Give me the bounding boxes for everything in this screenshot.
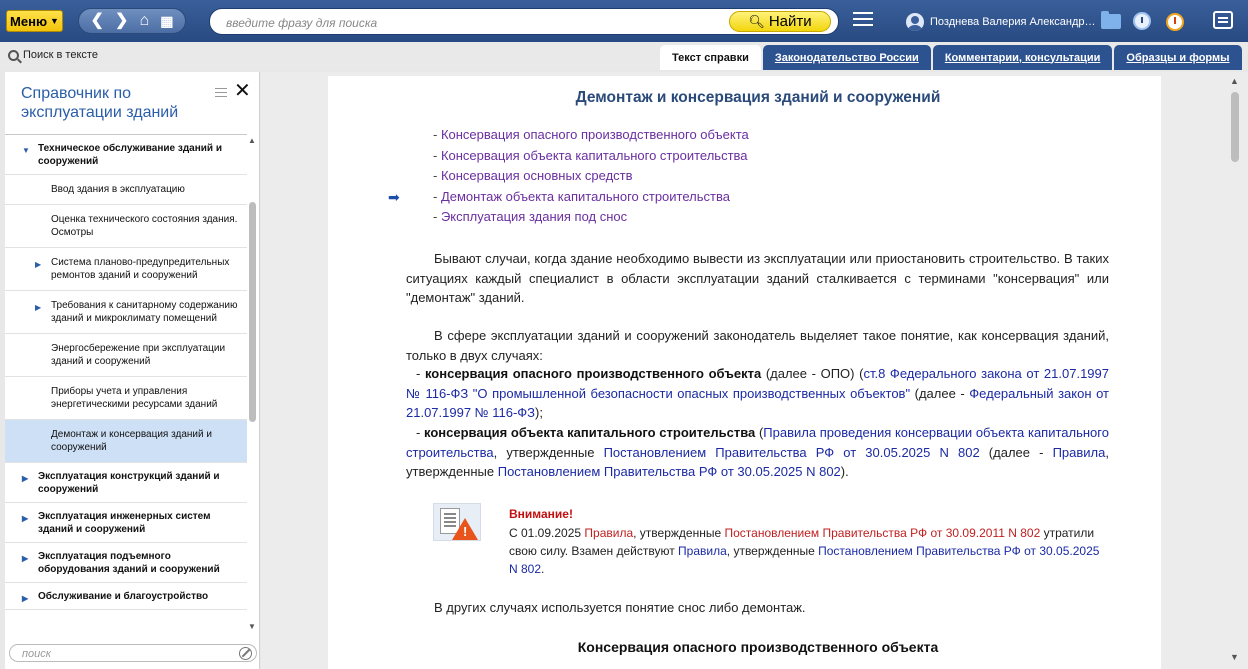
hamburger-menu-icon[interactable]	[853, 12, 873, 28]
user-name: Позднева Валерия Александр…	[930, 16, 1096, 28]
toc-item	[433, 166, 933, 187]
paragraph: В других случаях используется понятие снос либо демонтаж.	[434, 600, 806, 615]
table-of-contents	[433, 125, 933, 228]
paragraph: Бывают случаи, когда здание необходимо вывести из эксплуатации или приостановить строительство. В таких ситуациях каждый специалист в области эксплуатации зданий сталкивается с терминами "консервация" или "демонтаж" зданий.	[406, 251, 1109, 305]
law-link[interactable]: Правила проведения консервации объекта капитального строительства	[406, 425, 1109, 460]
document-title: Демонтаж и консервация зданий и сооружений	[575, 89, 941, 106]
tab-samples[interactable]: Образцы и формы	[1114, 45, 1241, 70]
user-account[interactable]	[906, 12, 1096, 32]
tree-item[interactable]	[5, 248, 247, 291]
law-link[interactable]: Постановлением Правительства РФ от 30.05.2025 N 802	[603, 444, 980, 460]
toc-dash: -	[433, 127, 441, 142]
scroll-down-icon[interactable]: ▼	[1230, 652, 1239, 662]
tree-item-label: Приборы учета и управления энергетическими ресурсами зданий	[51, 386, 218, 410]
tab-legislation[interactable]: Законодательство России	[763, 45, 931, 70]
caret-right-icon[interactable]: ▶	[35, 303, 42, 312]
tree-item[interactable]	[5, 334, 247, 377]
sidebar-title: Справочник по эксплуатации зданий	[21, 85, 179, 121]
tree-item[interactable]	[5, 503, 247, 543]
toc-item	[433, 125, 933, 146]
toc-dash: -	[433, 168, 441, 183]
text: -	[416, 366, 425, 381]
home-icon[interactable]: ⌂	[139, 12, 150, 29]
tree-item-label: Ввод здания в эксплуатацию	[51, 184, 185, 195]
text: , утвержденные	[493, 444, 604, 460]
chevron-down-icon: ▼	[50, 16, 59, 26]
tree-item[interactable]	[5, 377, 247, 420]
caret-right-icon[interactable]: ▶	[22, 514, 29, 523]
find-button[interactable]	[729, 11, 831, 32]
tree-item-label: Система планово-предупредительных ремонтов зданий и сооружений	[51, 257, 230, 281]
text: С 01.09.2025	[509, 526, 585, 540]
text: (далее - ОПО) (	[761, 366, 864, 381]
toc-item	[433, 207, 933, 228]
find-button-label: Найти	[768, 13, 812, 30]
tree-item[interactable]	[5, 135, 247, 175]
tree-item[interactable]	[5, 583, 247, 610]
text: );	[535, 405, 543, 420]
sidebar-tree	[5, 134, 247, 634]
sidebar-search-input[interactable]	[22, 647, 222, 660]
stopwatch-icon[interactable]	[1166, 13, 1184, 31]
navigation-group	[78, 8, 186, 34]
law-link[interactable]: Постановлением Правительства РФ от 30.05.2025 N 802	[509, 544, 1100, 576]
document-area	[261, 72, 1248, 669]
chat-icon[interactable]	[1213, 11, 1233, 29]
toc-dash: -	[433, 209, 441, 224]
scroll-down-icon[interactable]: ▼	[248, 622, 256, 631]
back-icon[interactable]: ❮	[90, 12, 104, 29]
text: -	[416, 425, 425, 440]
scroll-up-icon[interactable]: ▲	[1230, 76, 1239, 86]
toc-item	[433, 187, 933, 208]
text: (далее -	[979, 444, 1053, 460]
warning-text	[509, 524, 1109, 578]
warning-document-icon: !	[433, 503, 481, 541]
current-position-arrow-icon: ➡	[388, 189, 400, 205]
history-icon[interactable]	[1133, 12, 1151, 30]
tree-item-label: Эксплуатация подъемного оборудования зданий и сооружений	[38, 551, 220, 575]
tree-item-label: Демонтаж и консервация зданий и сооружений	[51, 429, 212, 453]
law-link[interactable]: Федеральный закон от 21.07.1997 № 116-ФЗ	[406, 385, 1109, 420]
tree-item-label: Оценка технического состояния здания. Осмотры	[51, 214, 238, 238]
tree-item-label: Эксплуатация конструкций зданий и сооружений	[38, 471, 220, 495]
folder-icon[interactable]	[1101, 14, 1121, 29]
document-scrollbar[interactable]	[1229, 76, 1241, 664]
clear-icon[interactable]	[239, 647, 252, 660]
toc-link[interactable]: Демонтаж объекта капитального строительства	[440, 188, 730, 204]
sidebar	[5, 72, 260, 669]
toc-link[interactable]: Консервация основных средств	[440, 168, 633, 183]
sidebar-search	[9, 644, 257, 662]
text: .	[541, 562, 545, 576]
close-icon[interactable]: ✕	[234, 80, 251, 102]
text: , утвержденные	[633, 526, 725, 540]
text: (далее -	[910, 385, 970, 401]
tree-item[interactable]	[5, 205, 247, 248]
text: , утвержденные	[406, 444, 1109, 479]
tree-item-label: Требования к санитарному содержанию зданий и микроклимату помещений	[51, 300, 238, 324]
tree-item-selected[interactable]	[5, 420, 247, 463]
text: ).	[840, 464, 849, 479]
toc-dash: -	[433, 188, 441, 204]
bold-term: консервация объекта капитального строительства	[424, 425, 756, 440]
tab-bar	[660, 45, 1242, 70]
law-link[interactable]: Постановлением Правительства РФ от 30.05.2025 N 802	[497, 464, 841, 479]
scrollbar-thumb[interactable]	[249, 202, 256, 422]
tree-item[interactable]	[5, 463, 247, 503]
text: утратили свою силу. Взамен действуют	[509, 526, 1095, 558]
caret-right-icon[interactable]: ▶	[22, 554, 29, 563]
toc-dash: -	[433, 147, 441, 163]
sidebar-scrollbar[interactable]	[248, 134, 257, 634]
user-icon	[906, 13, 924, 31]
toc-link[interactable]: Консервация опасного производственного объекта	[440, 127, 749, 142]
document-page	[328, 76, 1161, 669]
tree-item-label: Техническое обслуживание зданий и сооружений	[38, 143, 223, 167]
toc-link[interactable]: Эксплуатация здания под снос	[440, 209, 628, 224]
law-link-expired[interactable]: Правила	[584, 526, 634, 540]
bold-term: консервация опасного производственного объекта	[424, 366, 762, 381]
warning-title: Внимание!	[509, 507, 573, 521]
sub-toolbar	[0, 42, 1248, 70]
tree-item-label: Эксплуатация инженерных систем зданий и сооружений	[38, 511, 211, 535]
menu-button-label: Меню	[10, 13, 48, 29]
law-link[interactable]: ст.8 Федерального закона от 21.07.1997 № 116-ФЗ "О промышленной безопасности опасных производственных объектов"	[406, 366, 1109, 401]
tree-item[interactable]	[5, 291, 247, 334]
tree-item-label: Обслуживание и благоустройство	[38, 591, 209, 602]
list-menu-icon[interactable]	[215, 88, 227, 97]
scroll-up-icon[interactable]: ▲	[248, 136, 256, 145]
toc-item	[433, 146, 933, 167]
caret-right-icon[interactable]: ▶	[22, 594, 29, 603]
caret-right-icon[interactable]: ▶	[35, 260, 42, 269]
tree-item[interactable]	[5, 175, 247, 205]
search-box	[209, 8, 839, 35]
law-link[interactable]: Правила	[1052, 444, 1106, 460]
text: , утвержденные	[726, 544, 819, 558]
magnifier-icon	[8, 50, 19, 61]
tree-item-label: Энергосбережение при эксплуатации зданий и сооружений	[51, 343, 226, 367]
toc-link[interactable]: Консервация объекта капитального строительства	[440, 147, 748, 163]
tab-comments[interactable]: Комментарии, консультации	[933, 45, 1113, 70]
paragraph	[406, 364, 1109, 423]
caret-down-icon[interactable]: ▼	[22, 146, 30, 155]
section-heading: Консервация опасного производственного объекта	[577, 639, 939, 655]
forward-icon[interactable]: ❯	[115, 12, 129, 29]
tab-help-text[interactable]: Текст справки	[660, 45, 761, 70]
text-search-button[interactable]	[8, 49, 98, 61]
top-toolbar	[0, 0, 1248, 42]
law-link[interactable]: Правила	[678, 544, 727, 558]
law-link-expired[interactable]: Постановлением Правительства РФ от 30.09.2011 N 802	[724, 526, 1041, 540]
scrollbar-thumb[interactable]	[1231, 92, 1239, 162]
search-input[interactable]	[226, 14, 706, 31]
search-icon: 🔍︎	[748, 13, 765, 29]
tree-item[interactable]	[5, 543, 247, 583]
paragraph: В сфере эксплуатации зданий и сооружений законодатель выделяет такое понятие, как консервация зданий, только в двух случаях:	[406, 328, 1109, 363]
grid-icon[interactable]: ▦	[160, 13, 174, 29]
menu-button[interactable]	[6, 10, 63, 32]
text: (	[755, 425, 764, 440]
caret-right-icon[interactable]: ▶	[22, 474, 29, 483]
text-search-label: Поиск в тексте	[23, 49, 98, 61]
paragraph	[406, 423, 1109, 482]
